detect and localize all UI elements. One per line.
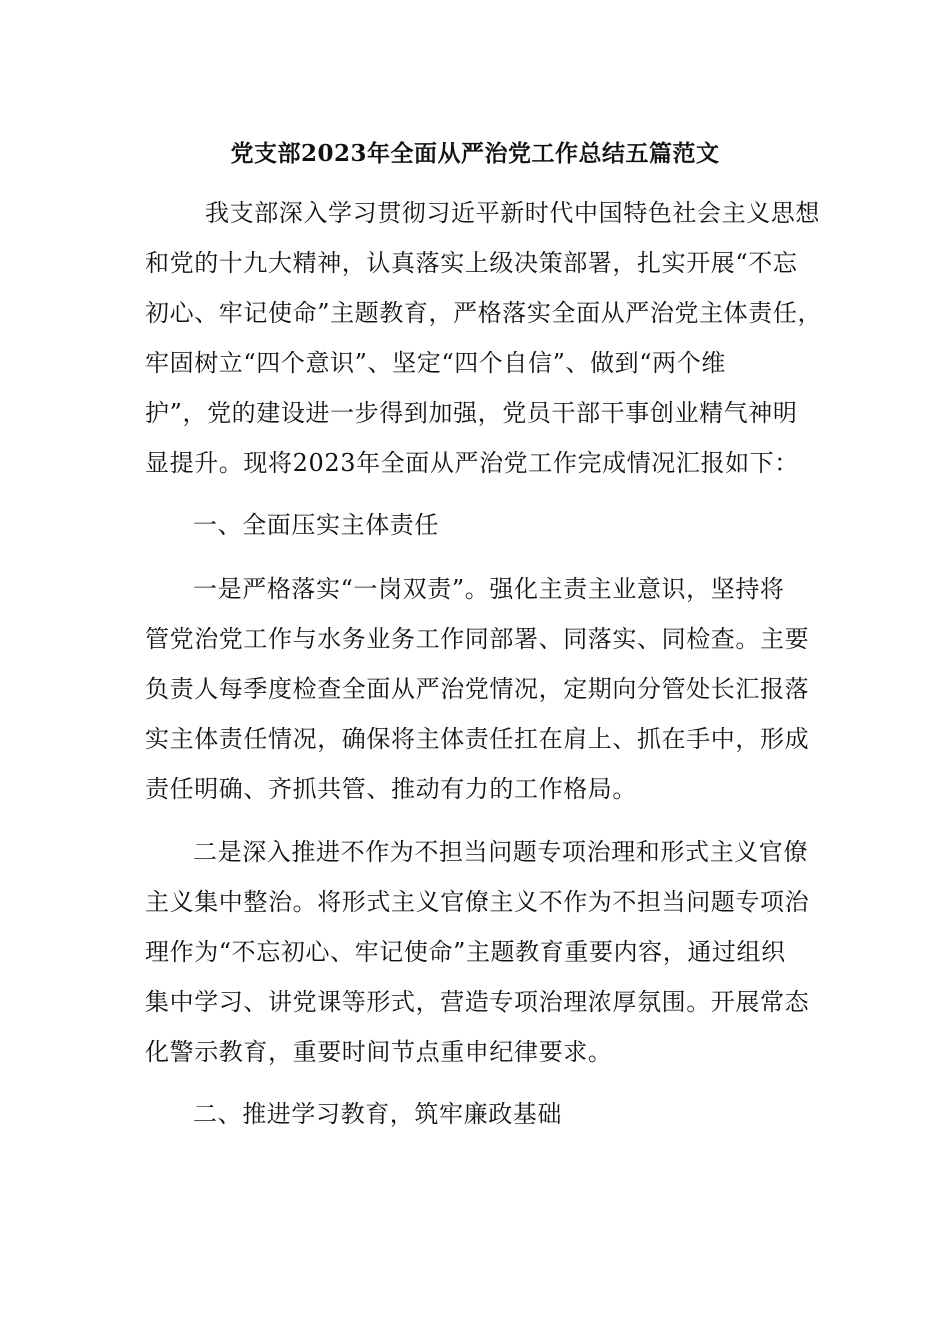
section-heading: 一、全面压实主体责任 (193, 511, 439, 539)
paragraph-line: 责任明确、齐抓共管、推动有力的工作格局。 (145, 775, 637, 803)
paragraph-line: 牢固树立“四个意识”、坚定“四个自信”、做到“两个维 (145, 349, 726, 377)
paragraph-line: 管党治党工作与水务业务工作同部署、同落实、同检查。主要 (145, 625, 810, 653)
document-title: 党支部2023年全面从严治党工作总结五篇范文 (230, 140, 720, 167)
section-heading: 二、推进学习教育，筑牢廉政基础 (193, 1100, 562, 1128)
paragraph-line: 和党的十九大精神，认真落实上级决策部署，扎实开展“不忘 (145, 249, 798, 277)
paragraph-line: 我支部深入学习贯彻习近平新时代中国特色社会主义思想 (205, 199, 820, 227)
paragraph-line: 理作为“不忘初心、牢记使命”主题教育重要内容，通过组织 (145, 938, 786, 966)
paragraph-line: 主义集中整治。将形式主义官僚主义不作为不担当问题专项治 (145, 888, 810, 916)
paragraph-line: 显提升。现将2023年全面从严治党工作完成情况汇报如下： (145, 449, 799, 477)
paragraph-line: 化警示教育，重要时间节点重申纪律要求。 (145, 1038, 613, 1066)
paragraph-line: 负责人每季度检查全面从严治党情况，定期向分管处长汇报落 (145, 675, 810, 703)
paragraph-line: 实主体责任情况，确保将主体责任扛在肩上、抓在手中，形成 (145, 725, 810, 753)
paragraph-line: 集中学习、讲党课等形式，营造专项治理浓厚氛围。开展常态 (145, 988, 810, 1016)
paragraph-line: 初心、牢记使命”主题教育，严格落实全面从严治党主体责任， (145, 299, 823, 327)
paragraph-line: 护”，党的建设进一步得到加强，党员干部干事创业精气神明 (145, 399, 798, 427)
paragraph-line: 一是严格落实“一岗双责”。强化主责主业意识，坚持将 (193, 575, 785, 603)
paragraph-line: 二是深入推进不作为不担当问题专项治理和形式主义官僚 (193, 838, 808, 866)
